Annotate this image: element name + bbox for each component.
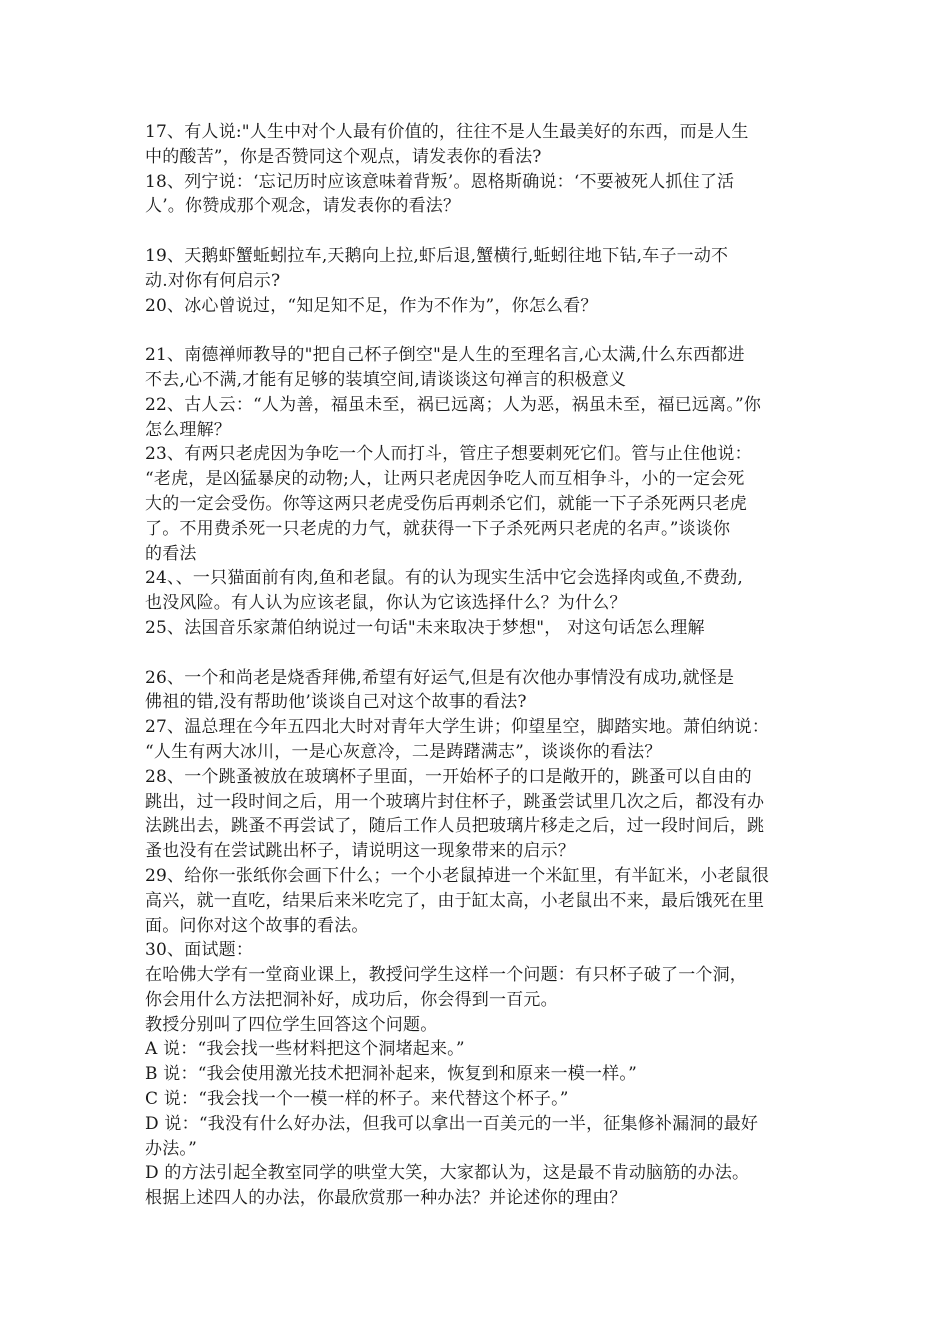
text-line: 怎么理解？: [145, 419, 231, 440]
text-line: 29、给你一张纸你会画下什么；一个小老鼠掉进一个米缸里，有半缸米，小老鼠很: [145, 865, 770, 886]
text-line: 21、南德禅师教导的"把自己杯子倒空"是人生的至理名言,心太满,什么东西都进: [145, 345, 745, 366]
text-line: 26、一个和尚老是烧香拜佛,希望有好运气,但是有次他办事情没有成功,就怪是: [145, 667, 735, 688]
text-line: 23、有两只老虎因为争吃一个人而打斗，管庄子想要刺死它们。管与止住他说：: [145, 444, 752, 465]
text-line: A 说：“我会找一些材料把这个洞堵起来。”: [145, 1039, 465, 1060]
text-line: D 的方法引起全教室同学的哄堂大笑，大家都认为，这是最不肯动脑筋的办法。: [145, 1163, 750, 1184]
text-line: 22、古人云：“人为善，福虽未至，祸已远离；人为恶，祸虽未至，福已远离。”你: [145, 394, 762, 415]
paragraph-gap: [145, 219, 815, 244]
text-line: 教授分别叫了四位学生回答这个问题。: [145, 1014, 438, 1035]
text-line: 根据上述四人的办法，你最欣赏那一种办法？并论述你的理由？: [145, 1188, 627, 1209]
text-line: 20、冰心曾说过，“知足知不足，作为不作为”，你怎么看？: [145, 295, 598, 316]
text-line: 了。不用费杀死一只老虎的力气，就获得一下子杀死两只老虎的名声。”谈谈你: [145, 518, 731, 539]
text-line: 在哈佛大学有一堂商业课上，教授问学生这样一个问题：有只杯子破了一个洞，: [145, 965, 747, 986]
text-line: 不去,心不满,才能有足够的装填空间,请谈谈这句禅言的积极意义: [145, 369, 627, 390]
text-line: 27、温总理在今年五四北大时对青年大学生讲；仰望星空，脚踏实地。萧伯纳说：: [145, 717, 770, 738]
text-line: 25、法国音乐家萧伯纳说过一句话"未来取决于梦想"， 对这句话怎么理解: [145, 617, 705, 638]
text-line: 17、有人说:"人生中对个人最有价值的，往往不是人生最美好的东西，而是人生: [145, 122, 749, 142]
text-line: “老虎，是凶猛暴戾的动物;人，让两只老虎因争吃人而互相争斗，小的一定会死: [145, 469, 745, 490]
text-line: C 说：“我会找一个一模一样的杯子。来代替这个杯子。”: [145, 1089, 569, 1110]
text-line: 中的酸苦”，你是否赞同这个观点，请发表你的看法?: [145, 146, 542, 167]
text-line: 蚤也没有在尝试跳出杯子，请说明这一现象带来的启示？: [145, 841, 575, 862]
text-line: 高兴，就一直吃，结果后来米吃完了，由于缸太高，小老鼠出不来，最后饿死在里: [145, 890, 765, 911]
document-body: [145, 120, 815, 1211]
text-line: D 说：“我没有什么好办法，但我可以拿出一百美元的一半，征集修补漏洞的最好: [145, 1113, 759, 1134]
text-line: 也没风险。有人认为应该老鼠，你认为它该选择什么？为什么？: [145, 593, 627, 614]
text-line: B 说：“我会使用激光技术把洞补起来，恢复到和原来一模一样。”: [145, 1064, 637, 1085]
text-line: 19、天鹅虾蟹蚯蚓拉车,天鹅向上拉,虾后退,蟹横行,蚯蚓往地下钻,车子一动不: [145, 245, 729, 266]
paragraph-gap: [145, 318, 815, 343]
text-line: 24、、一只猫面前有肉,鱼和老鼠。有的认为现实生活中它会选择肉或鱼,不费劲,: [145, 568, 743, 589]
text-line: 大的一定会受伤。你等这两只老虎受伤后再刺杀它们，就能一下子杀死两只老虎: [145, 493, 747, 514]
text-line: 30、面试题：: [145, 940, 254, 961]
text-line: 人’。你赞成那个观念，请发表你的看法？: [145, 196, 461, 217]
text-line: 动.对你有何启示?: [145, 270, 281, 291]
text-line: 的看法: [145, 543, 197, 564]
text-line: 28、一个跳蚤被放在玻璃杯子里面，一开始杯子的口是敞开的，跳蚤可以自由的: [145, 766, 752, 787]
text-line: 办法。”: [145, 1138, 197, 1159]
text-line: 面。问你对这个故事的看法。: [145, 915, 369, 936]
text-line: 跳出，过一段时间之后，用一个玻璃片封住杯子，跳蚤尝试里几次之后，都没有办: [145, 791, 765, 812]
text-line: 法跳出去，跳蚤不再尝试了，随后工作人员把玻璃片移走之后，过一段时间后，跳: [145, 816, 765, 837]
text-line: 18、列宁说：‘忘记历时应该意味着背叛’。恩格斯确说：‘不要被死人抓住了活: [145, 171, 735, 192]
paragraph-gap: [145, 641, 815, 666]
text-line: 佛祖的错,没有帮助他’谈谈自己对这个故事的看法?: [145, 692, 527, 713]
text-line: 你会用什么方法把洞补好，成功后，你会得到一百元。: [145, 989, 558, 1010]
text-line: “人生有两大冰川，一是心灰意冷，二是踌躇满志”，谈谈你的看法？: [145, 741, 662, 762]
